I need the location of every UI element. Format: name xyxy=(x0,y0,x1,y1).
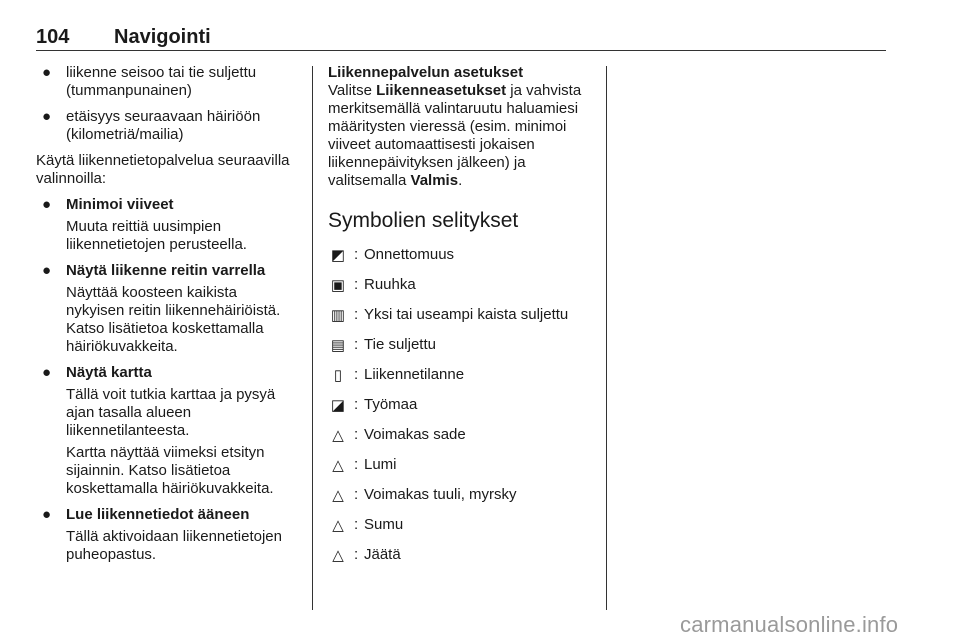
symbol-colon: : xyxy=(354,246,359,263)
option-title: Lue liikennetiedot ääneen xyxy=(66,506,250,523)
intro-text: Käytä liikennetietopalvelua seuraavilla valinnoilla: xyxy=(36,152,290,187)
bullet-dot: ● xyxy=(42,506,52,523)
heavy-rain-icon: △ xyxy=(332,427,344,444)
symbol-colon: : xyxy=(354,516,359,533)
symbol-label: Yksi tai useampi kaista suljettu xyxy=(364,306,569,323)
symbol-colon: : xyxy=(354,456,359,473)
roadworks-icon: ◪ xyxy=(330,397,346,414)
symbol-row xyxy=(328,246,596,276)
symbol-row xyxy=(328,546,596,576)
symbol-colon: : xyxy=(354,336,359,353)
right-column xyxy=(328,64,596,576)
settings-menu-name: Liikenneasetukset xyxy=(376,82,507,99)
symbol-label: Sumu xyxy=(364,516,404,533)
symbols-heading: Symbolien selitykset xyxy=(328,209,519,232)
symbol-label: Työmaa xyxy=(364,396,418,413)
option-text: Tällä aktivoidaan liikennetietojen puheopastus. xyxy=(66,528,282,563)
symbol-row xyxy=(328,456,596,486)
left-column xyxy=(36,64,298,572)
option-text: Tällä voit tutkia karttaa ja pysyä ajan tasalla alueen liikennetilanteesta. xyxy=(66,386,276,439)
symbol-colon: : xyxy=(354,546,359,563)
watermark: carmanualsonline.info xyxy=(680,612,899,637)
symbol-colon: : xyxy=(354,276,359,293)
symbol-label: Tie suljettu xyxy=(364,336,436,353)
bullet-dot: ● xyxy=(42,364,52,381)
symbol-row xyxy=(328,276,596,306)
page-number: 104 xyxy=(36,26,70,48)
storm-icon: △ xyxy=(332,487,344,504)
symbol-row xyxy=(328,336,596,366)
symbol-colon: : xyxy=(354,366,359,383)
accident-icon: ◩ xyxy=(330,247,346,264)
symbol-label: Voimakas tuuli, myrsky xyxy=(364,486,517,503)
symbol-colon: : xyxy=(354,486,359,503)
option-item xyxy=(36,506,298,564)
list-item xyxy=(36,108,298,144)
congestion-icon: ▣ xyxy=(330,277,346,294)
settings-text: Valitse xyxy=(328,82,377,99)
settings-heading: Liikennepalvelun asetukset xyxy=(328,64,524,81)
symbol-label: Voimakas sade xyxy=(364,426,466,443)
symbol-row xyxy=(328,366,596,396)
symbol-row xyxy=(328,396,596,426)
symbol-label: Lumi xyxy=(364,456,397,473)
symbol-colon: : xyxy=(354,396,359,413)
snow-icon: △ xyxy=(332,457,344,474)
list-item xyxy=(36,64,298,100)
column-divider-left xyxy=(312,66,313,610)
settings-paragraph xyxy=(328,82,596,190)
option-text: Muuta reittiä uusimpien liikennetietojen perusteella. xyxy=(66,218,247,253)
symbol-colon: : xyxy=(354,426,359,443)
option-item xyxy=(36,262,298,356)
settings-text-end: . xyxy=(458,172,463,189)
section-title: Navigointi xyxy=(114,26,211,48)
list-item-text: liikenne seisoo tai tie suljettu (tummanpunainen) xyxy=(66,64,257,99)
symbol-label: Ruuhka xyxy=(364,276,416,293)
symbol-colon: : xyxy=(354,306,359,323)
symbol-row xyxy=(328,516,596,546)
bullet-dot: ● xyxy=(42,108,52,125)
option-text: Kartta näyttää viimeksi etsityn sijainnin. Katso lisätietoa koskettamalla häiriökuvakkeita. xyxy=(66,444,274,497)
traffic-info-icon: ▯ xyxy=(333,367,343,384)
option-title: Näytä kartta xyxy=(66,364,152,381)
symbol-row xyxy=(328,426,596,456)
option-title: Minimoi viiveet xyxy=(66,196,174,213)
option-text: Näyttää koosteen kaikista nykyisen reitin liikennehäiriöistä. Katso lisätietoa koskettamalla häiriökuvakkeita. xyxy=(66,284,281,355)
ice-icon: △ xyxy=(332,547,344,564)
option-title: Näytä liikenne reitin varrella xyxy=(66,262,266,279)
column-divider-right xyxy=(606,66,607,610)
symbol-row xyxy=(328,306,596,336)
symbol-label: Liikennetilanne xyxy=(364,366,465,383)
header-rule xyxy=(36,50,886,51)
page-header xyxy=(36,26,886,52)
settings-done-name: Valmis xyxy=(410,172,459,189)
symbol-label: Jäätä xyxy=(364,546,401,563)
symbol-row xyxy=(328,486,596,516)
road-closed-icon: ▤ xyxy=(330,337,346,354)
option-item xyxy=(36,196,298,254)
symbol-list xyxy=(328,246,596,576)
symbol-label: Onnettomuus xyxy=(364,246,455,263)
list-item-text: etäisyys seuraavaan häiriöön (kilometriä/mailia) xyxy=(66,108,261,143)
fog-icon: △ xyxy=(332,517,344,534)
bullet-dot: ● xyxy=(42,64,52,81)
bullet-dot: ● xyxy=(42,196,52,213)
settings-text: ja vahvista merkitsemällä valintaruutu haluamiesi määritysten vieressä (esim. minimoi viiveet automaattisesti jokaisen liikennepäivityksen jälkeen) ja valitsemalla xyxy=(328,82,582,189)
option-item xyxy=(36,364,298,498)
bullet-dot: ● xyxy=(42,262,52,279)
lane-closed-icon: ▥ xyxy=(330,307,346,324)
